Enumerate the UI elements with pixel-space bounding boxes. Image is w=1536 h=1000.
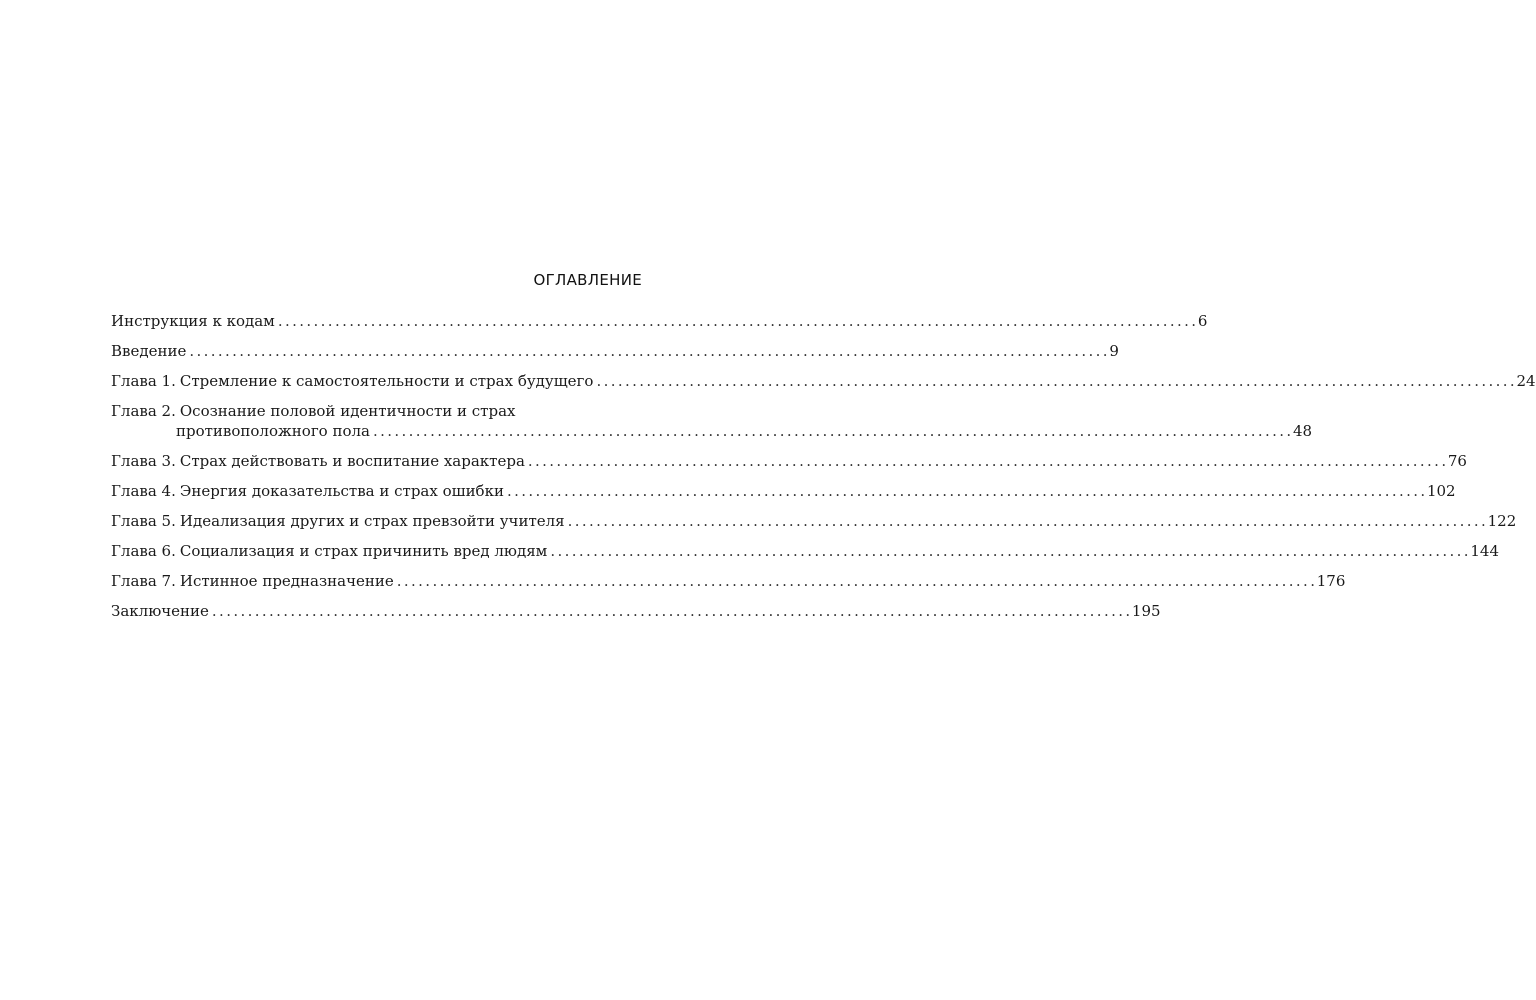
dot-leader <box>189 341 1106 361</box>
toc-entry-prefix: Глава 1. <box>111 372 176 390</box>
toc-entry-prefix: Глава 2. <box>111 402 176 420</box>
dot-leader <box>528 451 1445 471</box>
toc-entry-prefix: Глава 7. <box>111 572 176 590</box>
dot-leader <box>397 571 1314 591</box>
toc-entry-page: 48 <box>1292 422 1313 440</box>
toc-entry-page: 144 <box>1470 542 1499 560</box>
toc-entry-title: Осознание половой идентичности и страх <box>179 402 516 420</box>
toc-entry-chapter-7[interactable] <box>111 571 1346 591</box>
dot-leader <box>373 421 1290 441</box>
dot-leader <box>507 481 1424 501</box>
toc-entry-title: Стремление к самостоятельности и страх будущего <box>179 372 594 390</box>
toc-entry-chapter-5[interactable] <box>111 511 1517 531</box>
toc-entry-prefix: Глава 6. <box>111 542 176 560</box>
toc-entry-title: Социализация и страх причинить вред людям <box>179 542 548 560</box>
table-of-contents <box>111 311 1536 631</box>
toc-entry-prefix: Глава 3. <box>111 452 176 470</box>
toc-entry-title: Страх действовать и воспитание характера <box>179 452 525 470</box>
toc-entry-conclusion[interactable] <box>111 601 1161 621</box>
toc-entry-page: 122 <box>1487 512 1517 530</box>
toc-entry-title: Введение <box>111 342 187 360</box>
toc-entry-chapter-2[interactable] <box>111 401 1313 441</box>
dot-leader <box>278 311 1195 331</box>
toc-entry-page: 195 <box>1131 602 1161 620</box>
toc-entry-page: 6 <box>1197 312 1208 330</box>
page-title: ОГЛАВЛЕНИЕ <box>533 271 642 289</box>
toc-entry-title: Энергия доказательства и страх ошибки <box>179 482 504 500</box>
dot-leader <box>568 511 1485 531</box>
toc-entry-introduction[interactable] <box>111 341 1119 361</box>
toc-entry-page: 76 <box>1447 452 1467 470</box>
toc-entry-chapter-4[interactable] <box>111 481 1456 501</box>
dot-leader <box>550 541 1467 561</box>
toc-entry-title: Инструкция к кодам <box>111 312 275 330</box>
dot-leader <box>212 601 1129 621</box>
toc-entry-title: Идеализация других и страх превзойти учителя <box>179 512 565 530</box>
toc-entry-page: 102 <box>1426 482 1456 500</box>
toc-entry-instructions[interactable] <box>111 311 1208 331</box>
toc-entry-title: Заключение <box>111 602 209 620</box>
toc-entry-page: 176 <box>1316 572 1346 590</box>
dot-leader <box>596 371 1513 391</box>
toc-entry-prefix: Глава 4. <box>111 482 176 500</box>
toc-entry-title: Истинное предназначение <box>179 572 394 590</box>
toc-entry-chapter-6[interactable] <box>111 541 1499 561</box>
toc-entry-prefix: Глава 5. <box>111 512 176 530</box>
toc-entry-chapter-1[interactable] <box>111 371 1536 391</box>
toc-entry-chapter-3[interactable] <box>111 451 1467 471</box>
toc-entry-page: 9 <box>1109 342 1119 360</box>
toc-entry-title-continued: противоположного пола <box>176 422 370 440</box>
toc-entry-page: 24 <box>1516 372 1536 390</box>
